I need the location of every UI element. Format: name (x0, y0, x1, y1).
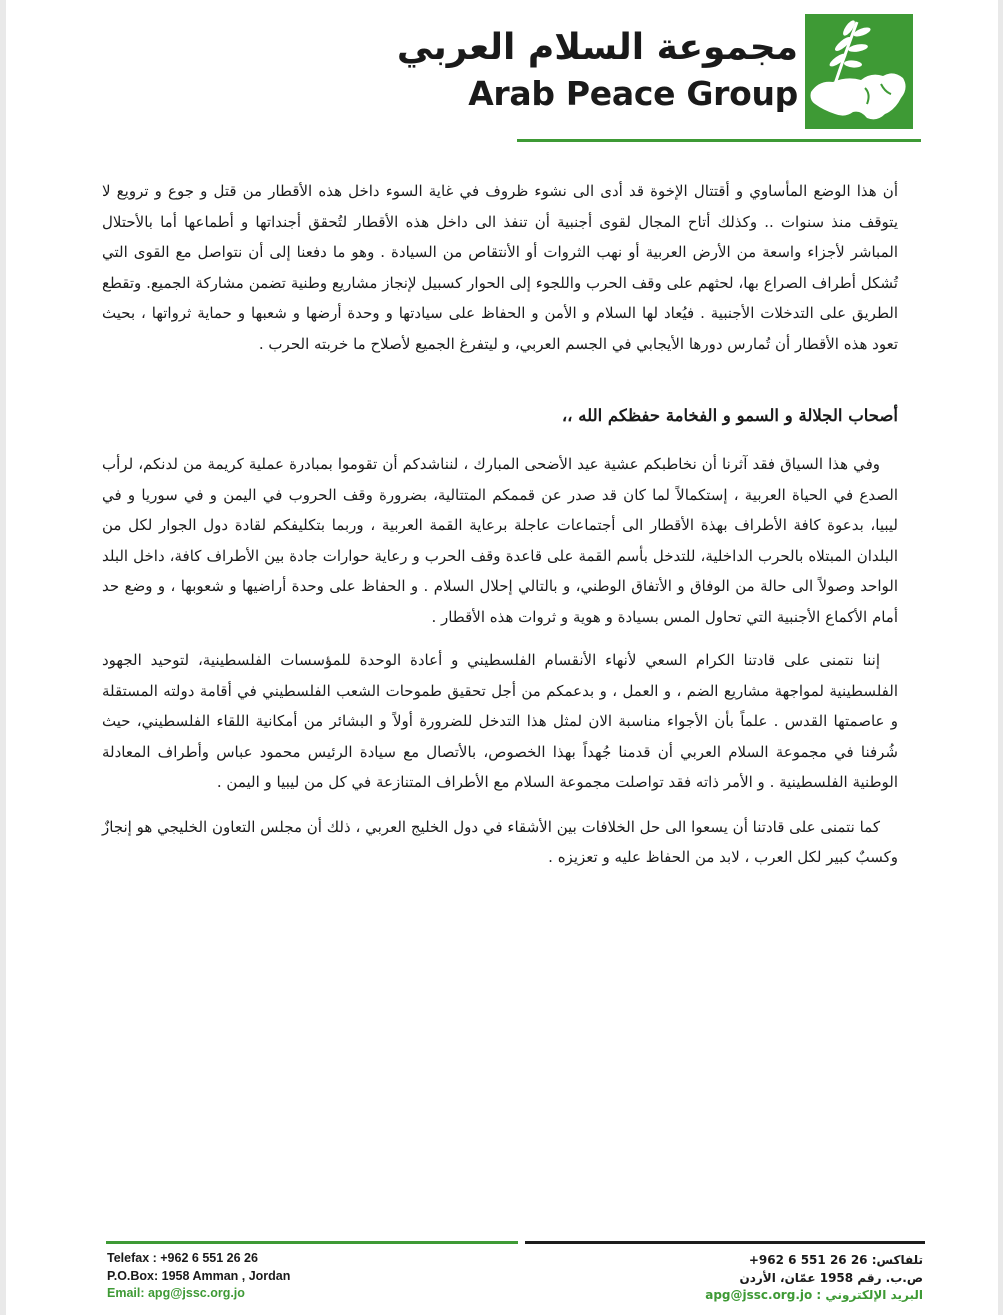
telefax-ar: تلفاكس: 26 26 551 6 962+ (748, 1253, 923, 1267)
footer-divider-green (106, 1241, 518, 1244)
footer-divider-black (525, 1241, 925, 1244)
brand-name-arabic: مجموعة السلام العربي (396, 27, 798, 68)
email-en[interactable]: Email: apg@jssc.org.jo (107, 1286, 245, 1300)
letterhead (0, 0, 1003, 150)
paragraph-situation: أن هذا الوضع المأساوي و أقتتال الإخوة قد أدى الى نشوء ظروف في غاية السوء داخل هذه الأقطار من قتل و جوع و ترويع لا يتوقف منذ سنوات .. وكذلك أتاح المجال لقوى أجنبية أن تنفذ الى داخل هذه الأقطار لتُحقق أجنداتها و أطماعها أما بالأحتلال المباشر لأجزاء واسعة من الأرض العربية أو نهب الثروات أو الأنتقاص من السيادة . وهو ما دفعنا إلى أن نتواصل مع القوى التي تُشكل أطراف الصراع بها، لحثهم على وقف الحرب واللجوء إلى الحوار كسبيل لإنجاز مشاريع وطنية تضمن مشاركة الجميع. وتقطع الطريق على التدخلات الأجنبية . فيُعاد لها السلام و الأمن و الحفاظ على سيادتها و وحدة أرضها و شعبها و حماية ثرواتها ، بحيث تعود هذه الأقطار أن تُمارس دورها الأيجابي في الجسم العربي، و ليتفرغ الجميع لأصلاح ما خربته الحرب . (102, 182, 898, 353)
pobox-ar: ص.ب. رقم 1958 عمّان، الأردن (739, 1270, 923, 1285)
paragraph-appeal: وفي هذا السياق فقد آثرنا أن نخاطبكم عشية عيد الأضحى المبارك ، لنناشدكم أن تقوموا بمبادرة عملية كريمة من لدنكم، لرأب الصدع في الحياة العربية ، إستكمالاً لما كان قد صدر عن قممكم المتتالية، بضرورة وقف الحروب في اليمن و في سوريا و في ليبيا، بدعوة كافة الأطراف بهذة الأقطار الى أجتماعات عاجلة برعاية القمة العربية ، وربما بتكليفكم لقادة دول الجوار لكل من البلدان المبتلاه بالحرب الداخلية، للتدخل بأسم القمة على قاعدة وقف الحرب و رعاية حوارات جادة بين الأطراف كافة، داخل البلد الواحد وصولاً الى حالة من الوفاق و الأتفاق الوطني، و بالتالي إحلال السلام . و الحفاظ على وحدة أراضيها و شعوبها ، و وضع حد أمام الأكماع الأجنبية التي تحاول المس بسيادة و هوية و ثروات هذه الأقطار . (102, 455, 898, 626)
telefax-en: Telefax : +962 6 551 26 26 (107, 1251, 258, 1265)
letter-body (102, 176, 898, 873)
page-edge-right (998, 0, 1003, 1315)
paragraph-gulf: كما نتمنى على قادتنا أن يسعوا الى حل الخلافات بين الأشقاء في دول الخليج العربي ، ذلك أن مجلس التعاون الخليجي هو إنجازٌ وكسبٌ كبير لكل العرب ، لابد من الحفاظ عليه و تعزيزه . (102, 817, 898, 866)
pobox-en: P.O.Box: 1958 Amman , Jordan (107, 1268, 291, 1283)
email-ar[interactable]: البريد الإلكتروني : apg@jssc.org.jo (705, 1288, 923, 1302)
header-divider (517, 139, 921, 142)
footer-contact-english (107, 1250, 290, 1303)
footer-contact-arabic (705, 1252, 923, 1305)
arab-peace-group-logo (805, 14, 913, 129)
page-edge-left (0, 0, 6, 1315)
paragraph-palestine: إننا نتمنى على قادتنا الكرام السعي لأنهاء الأنقسام الفلسطيني و أعادة الوحدة للمؤسسات الفلسطينية، لتوحيد الجهود الفلسطينية لمواجهة مشاريع الضم ، و العمل ، و بدعمكم من أجل تحقيق طموحات الشعب الفلسطيني في أقامة دولته المستقلة و عاصمتها القدس . علماً بأن الأجواء مناسبة الان لمثل هذا التدخل للضرورة أولاً و البشائر من أمكانية اللقاء الفلسطيني، حيث شُرفنا في مجموعة السلام العربي أن قدمنا جُهداً بهذا الخصوص، بالأتصال مع سيادة الرئيس محمود عباس وأطراف المعادلة الوطنية الفلسطينية . و الأمر ذاته فقد تواصلت مجموعة السلام مع الأطراف المتنازعة في كل من ليبيا و اليمن . (102, 651, 898, 791)
salutation: أصحاب الجلالة و السمو و الفخامة حفظكم الله ،، (561, 406, 898, 425)
brand-name-english: Arab Peace Group (468, 74, 798, 113)
